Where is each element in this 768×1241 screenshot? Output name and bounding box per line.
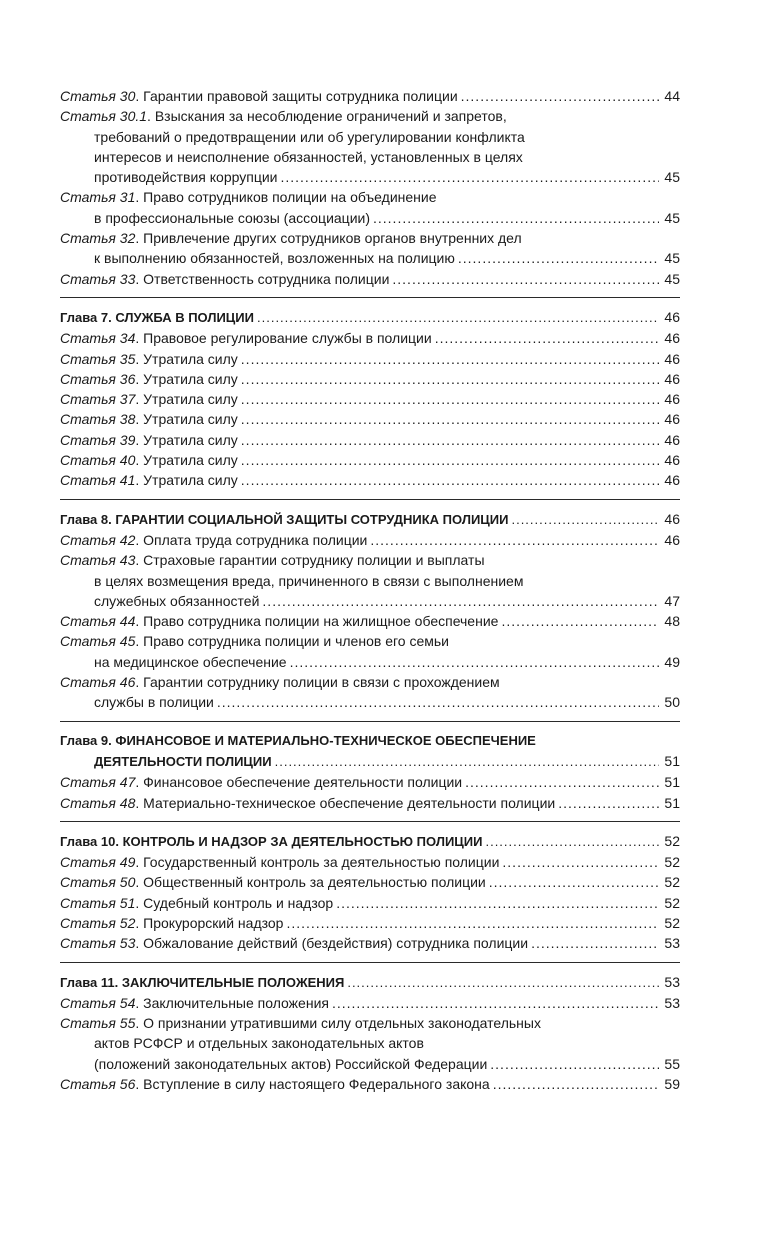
toc-entry-text: Статья 56. Вступление в силу настоящего Федерального закона [60,1076,490,1093]
dot-leader [493,1074,659,1094]
article-title: к выполнению обязанностей, возложенных на полицию [94,250,455,267]
page-number: 47 [664,592,680,609]
toc-entry-text [94,167,277,187]
toc-article-entry[interactable] [60,611,680,631]
toc-entry-text: Статья 30. Гарантии правовой защиты сотрудника полиции [60,88,458,104]
article-title: Взыскания за несоблюдение ограничений и запретов, [154,108,507,125]
dot-leader [370,530,659,550]
toc-article-entry[interactable] [60,106,680,187]
toc-entry-line [60,187,680,207]
page-number: 52 [664,874,680,891]
toc-entry-text [94,692,214,712]
toc-entry-line [60,550,680,570]
toc-article-entry[interactable] [60,269,680,289]
toc-article-entry[interactable] [60,631,680,672]
page-number: 52 [664,854,680,871]
toc-article-entry[interactable] [60,1074,680,1094]
article-title: служебных обязанностей [94,592,260,609]
toc-entry-text [94,208,370,228]
toc-entry-line [60,571,680,591]
toc-entry-text: Статья 36. Утратила силу [60,370,238,387]
toc-article-entry[interactable] [60,852,680,872]
article-number: Статья 43 [60,552,136,569]
toc-entry-line [60,692,680,712]
toc-entry-line [60,167,680,187]
chapter-title: ДЕЯТЕЛЬНОСТИ ПОЛИЦИИ [94,753,272,769]
toc-entry-line [60,1054,680,1074]
article-title: Оплата труда сотрудника полиции [143,531,368,548]
article-number: Статья 54 [60,994,136,1011]
toc-entry-text: Статья 51. Судебный контроль и надзор [60,894,334,911]
toc-entry-text: Статья 41. Утратила силу [60,472,238,489]
page-number: 46 [664,510,680,527]
toc-entry-text [94,591,259,611]
page-number: 53 [664,994,680,1011]
toc-entry-line [60,731,680,751]
toc-chapter-entry[interactable] [60,731,680,773]
article-number: Статья 37 [60,391,136,408]
toc-chapter-entry[interactable] [60,509,680,530]
dot-leader [373,208,659,228]
toc-entry-text: Статья 47. Финансовое обеспечение деятельности полиции [60,774,463,791]
dot-leader [347,973,659,993]
article-number: Статья 35 [60,350,136,367]
toc-entry-text [94,573,523,589]
section-divider [60,713,680,722]
section-divider [60,954,680,963]
page-number: 46 [664,452,680,469]
toc-chapter-entry[interactable] [60,972,680,993]
page-number: 46 [664,531,680,548]
page-number: 52 [664,914,680,931]
toc-entry-line [60,450,680,470]
article-number: Статья 56 [60,1076,136,1093]
toc-entry-text: Статья 31. Право сотрудников полиции на объединение [60,189,437,206]
toc-entry-text: Статья 45. Право сотрудника полиции и членов его семьи [60,633,449,650]
toc-entry-line [60,872,680,892]
toc-entry-text [94,1054,487,1074]
toc-entry-text: Статья 32. Привлечение других сотрудников органов внутренних дел [60,230,522,247]
chapter-number: Глава 11 [60,974,115,990]
article-number: Статья 53 [60,935,136,952]
page-number: 52 [664,894,680,911]
page-number: 51 [664,794,680,811]
toc-entry-text: Статья 35. Утратила силу [60,350,238,367]
toc-entry-line [60,1033,680,1053]
toc-entry-line [60,893,680,913]
dot-leader [458,248,659,268]
dot-leader [435,328,659,348]
page-number: 45 [664,250,680,267]
article-title: интересов и неисполнение обязанностей, установленных в целях [94,148,523,165]
page-number: 46 [664,411,680,428]
article-title: требований о предотвращении или об урегулировании конфликта [94,128,525,145]
chapter-number: Глава 9 [60,732,109,748]
article-number: Статья 38 [60,411,136,428]
article-number: Статья 45 [60,633,136,650]
toc-article-entry[interactable] [60,872,680,892]
toc-entry-line [60,1013,680,1033]
dot-leader [485,832,659,852]
toc-article-entry[interactable] [60,530,680,550]
toc-entry-text: Глава 10. КОНТРОЛЬ И НАДЗОР ЗА ДЕЯТЕЛЬНОСТЬЮ ПОЛИЦИИ [60,833,483,849]
article-title: в профессиональные союзы (ассоциации) [94,209,370,226]
dot-leader [241,430,659,450]
toc-entry-line [60,269,680,289]
article-title: Материально-техническое обеспечение деятельности полиции [143,794,556,811]
toc-entry-text: Глава 7. СЛУЖБА В ПОЛИЦИИ [60,309,254,325]
toc-article-entry[interactable] [60,993,680,1013]
toc-article-entry[interactable] [60,893,680,913]
dot-leader [531,933,659,953]
page-number: 48 [664,613,680,630]
toc-entry-text [94,752,272,772]
toc-article-entry[interactable] [60,86,680,106]
toc-entry-text: Статья 33. Ответственность сотрудника полиции [60,270,390,287]
dot-leader [241,389,659,409]
toc-entry-line [60,86,680,106]
toc-entry-line [60,672,680,692]
toc-entry-line [60,106,680,126]
article-title: Утратила силу [143,411,238,428]
article-number: Статья 42 [60,531,136,548]
chapter-title: ФИНАНСОВОЕ И МАТЕРИАЛЬНО-ТЕХНИЧЕСКОЕ ОБЕСПЕЧЕНИЕ [115,732,536,748]
toc-entry-text: Статья 40. Утратила силу [60,452,238,469]
toc-entry-line [60,831,680,852]
page-number: 46 [664,431,680,448]
toc-entry-line [60,248,680,268]
article-title: Ответственность сотрудника полиции [143,270,390,287]
toc-entry-text: Глава 11. ЗАКЛЮЧИТЕЛЬНЫЕ ПОЛОЖЕНИЯ [60,974,345,990]
page-number: 46 [664,472,680,489]
toc-entry-text: Статья 54. Заключительные положения [60,994,329,1011]
toc-article-entry[interactable] [60,772,680,792]
dot-leader [511,510,659,530]
toc-entry-line [60,147,680,167]
dot-leader [490,1054,659,1074]
dot-leader [465,772,659,792]
article-number: Статья 48 [60,794,136,811]
article-title: (положений законодательных актов) Российской Федерации [94,1055,488,1072]
article-number: Статья 55 [60,1015,136,1032]
article-number: Статья 33 [60,270,136,287]
article-number: Статья 30 [60,88,136,104]
toc-article-entry[interactable] [60,228,680,269]
toc-article-entry[interactable] [60,913,680,933]
page-number: 45 [664,209,680,226]
toc-entry-text [94,1035,424,1051]
toc-entry-text [94,129,525,145]
toc-entry-line [60,530,680,550]
chapter-number: Глава 10 [60,833,116,849]
dot-leader [241,349,659,369]
article-number: Статья 30.1 [60,108,148,125]
toc-entry-text: Статья 43. Страховые гарантии сотруднику полиции и выплаты [60,552,485,569]
toc-entry-line [60,772,680,792]
toc-entry-line [60,369,680,389]
toc-article-entry[interactable] [60,450,680,470]
toc-entry-text: Статья 50. Общественный контроль за деятельностью полиции [60,874,486,891]
article-title: Финансовое обеспечение деятельности полиции [143,774,463,791]
toc-article-entry[interactable] [60,409,680,429]
article-title: Утратила силу [143,452,238,469]
toc-entry-line [60,470,680,490]
page-number: 46 [664,350,680,367]
toc-entry-line [60,328,680,348]
toc-entry-line [60,751,680,772]
article-number: Статья 41 [60,472,136,489]
article-number: Статья 50 [60,874,136,891]
section-divider [60,289,680,298]
toc-entry-text: Статья 52. Прокурорский надзор [60,914,284,931]
article-title: противодействия коррупции [94,169,278,186]
dot-leader [217,692,659,712]
toc-article-entry[interactable] [60,1013,680,1074]
article-title: Прокурорский надзор [143,914,284,931]
article-number: Статья 40 [60,452,136,469]
article-title: службы в полиции [94,694,214,711]
dot-leader [502,852,659,872]
article-title: Гарантии правовой защиты сотрудника полиции [143,88,458,104]
toc-article-entry[interactable] [60,672,680,713]
toc-entry-line [60,993,680,1013]
article-title: в целях возмещения вреда, причиненного в связи с выполнением [94,572,524,589]
toc-entry-text: Статья 42. Оплата труда сотрудника полиции [60,531,368,548]
article-title: Общественный контроль за деятельностью полиции [143,874,486,891]
toc-entry-line [60,793,680,813]
article-title: Заключительные положения [143,994,329,1011]
toc-entry-text: Статья 37. Утратила силу [60,391,238,408]
dot-leader [286,913,659,933]
page-number: 45 [664,169,680,186]
article-title: Гарантии сотруднику полиции в связи с прохождением [143,674,500,691]
article-title: Обжалование действий (бездействия) сотрудника полиции [143,935,529,952]
toc-entry-line [60,509,680,530]
dot-leader [262,591,659,611]
toc-entry-text: Статья 55. О признании утратившими силу отдельных законодательных [60,1015,541,1032]
dot-leader [241,470,659,490]
dot-leader [241,450,659,470]
toc-entry-line [60,631,680,651]
article-title: актов РСФСР и отдельных законодательных актов [94,1035,424,1052]
toc-entry-text: Статья 30.1. Взыскания за несоблюдение ограничений и запретов, [60,108,507,125]
article-number: Статья 52 [60,914,136,931]
toc-entry-line [60,208,680,228]
dot-leader [257,308,659,328]
article-number: Статья 32 [60,230,136,247]
toc-entry-text [94,652,287,672]
page-number: 51 [664,774,680,791]
toc-article-entry[interactable] [60,550,680,611]
page-number: 55 [664,1055,680,1072]
toc-entry-line [60,307,680,328]
article-title: Утратила силу [143,350,238,367]
toc-chapter-entry[interactable] [60,831,680,852]
dot-leader [332,993,659,1013]
toc-entry-text: Статья 46. Гарантии сотруднику полиции в связи с прохождением [60,674,500,691]
chapter-number: Глава 7 [60,309,109,325]
article-title: Право сотрудника полиции на жилищное обеспечение [143,613,499,630]
page-number: 59 [664,1076,680,1093]
toc-entry-text: Статья 34. Правовое регулирование службы в полиции [60,330,432,347]
page-number: 44 [664,88,680,104]
dot-leader [461,86,659,106]
toc-article-entry[interactable] [60,187,680,228]
toc-entry-line [60,228,680,248]
article-title: Государственный контроль за деятельностью полиции [143,854,500,871]
article-number: Статья 49 [60,854,136,871]
toc-entry-line [60,349,680,369]
article-number: Статья 36 [60,370,136,387]
article-title: Право сотрудников полиции на объединение [143,189,437,206]
article-title: Правовое регулирование службы в полиции [143,330,432,347]
toc-entry-text: Статья 49. Государственный контроль за деятельностью полиции [60,854,500,871]
article-title: Привлечение других сотрудников органов внутренних дел [143,230,522,247]
toc-entry-line [60,127,680,147]
page-number: 46 [664,370,680,387]
toc-entry-line [60,913,680,933]
toc-article-entry[interactable] [60,470,680,490]
page-number: 53 [664,935,680,952]
dot-leader [392,269,659,289]
article-title: О признании утратившими силу отдельных законодательных [143,1015,541,1032]
toc-entry-text: Статья 38. Утратила силу [60,411,238,428]
toc-entry-text: Статья 48. Материально-техническое обеспечение деятельности полиции [60,794,556,811]
article-number: Статья 46 [60,674,136,691]
article-number: Статья 47 [60,774,136,791]
toc-entry-line [60,430,680,450]
dot-leader [275,752,659,772]
toc-entry-line [60,652,680,672]
article-title: Утратила силу [143,472,238,489]
toc-entry-text [94,149,523,165]
article-number: Статья 44 [60,613,136,630]
toc-entry-text: Глава 8. ГАРАНТИИ СОЦИАЛЬНОЙ ЗАЩИТЫ СОТРУДНИКА ПОЛИЦИИ [60,511,509,527]
toc-article-entry[interactable] [60,793,680,813]
article-number: Статья 51 [60,894,136,911]
dot-leader [501,611,659,631]
toc-article-entry[interactable] [60,369,680,389]
toc-entry-text: Статья 53. Обжалование действий (бездействия) сотрудника полиции [60,935,529,952]
dot-leader [336,893,659,913]
dot-leader [241,369,659,389]
dot-leader [290,652,659,672]
page-number: 45 [664,270,680,287]
article-title: на медицинское обеспечение [94,653,287,670]
article-title: Право сотрудника полиции и членов его семьи [143,633,449,650]
dot-leader [489,872,659,892]
toc-entry-text: Глава 9. ФИНАНСОВОЕ И МАТЕРИАЛЬНО-ТЕХНИЧЕСКОЕ ОБЕСПЕЧЕНИЕ [60,732,536,748]
chapter-title: ГАРАНТИИ СОЦИАЛЬНОЙ ЗАЩИТЫ СОТРУДНИКА ПОЛИЦИИ [115,511,509,527]
page-number: 46 [664,308,680,325]
article-number: Статья 31 [60,189,136,206]
dot-leader [280,167,659,187]
toc-entry-line [60,591,680,611]
toc-entry-line [60,389,680,409]
chapter-number: Глава 8 [60,511,109,527]
page-number: 46 [664,330,680,347]
article-title: Страховые гарантии сотруднику полиции и выплаты [143,552,485,569]
page-number: 52 [664,832,680,849]
toc-entry-line [60,852,680,872]
toc-entry-line [60,611,680,631]
toc-entry-line [60,409,680,429]
dot-leader [241,409,659,429]
toc-article-entry[interactable] [60,389,680,409]
section-divider [60,491,680,500]
chapter-title: ЗАКЛЮЧИТЕЛЬНЫЕ ПОЛОЖЕНИЯ [121,974,345,990]
section-divider [60,813,680,822]
page-number: 51 [664,752,680,769]
article-title: Судебный контроль и надзор [143,894,334,911]
article-number: Статья 34 [60,330,136,347]
page-number: 53 [664,973,680,990]
dot-leader [558,793,659,813]
toc-entry-text: Статья 39. Утратила силу [60,431,238,448]
page-number: 46 [664,391,680,408]
chapter-title: КОНТРОЛЬ И НАДЗОР ЗА ДЕЯТЕЛЬНОСТЬЮ ПОЛИЦИИ [122,833,483,849]
article-title: Утратила силу [143,431,238,448]
toc-article-entry[interactable] [60,328,680,348]
page-number: 49 [664,653,680,670]
chapter-title: СЛУЖБА В ПОЛИЦИИ [115,309,254,325]
page-number: 50 [664,694,680,711]
toc-article-entry[interactable] [60,933,680,953]
toc-entry-text [94,248,455,268]
toc-article-entry[interactable] [60,349,680,369]
article-number: Статья 39 [60,431,136,448]
table-of-contents [60,86,680,1094]
article-title: Утратила силу [143,370,238,387]
toc-chapter-entry[interactable] [60,307,680,328]
article-title: Вступление в силу настоящего Федерального закона [143,1076,490,1093]
article-title: Утратила силу [143,391,238,408]
toc-entry-text: Статья 44. Право сотрудника полиции на жилищное обеспечение [60,613,499,630]
toc-entry-line [60,933,680,953]
toc-entry-line [60,1074,680,1094]
toc-article-entry[interactable] [60,430,680,450]
toc-entry-line [60,972,680,993]
